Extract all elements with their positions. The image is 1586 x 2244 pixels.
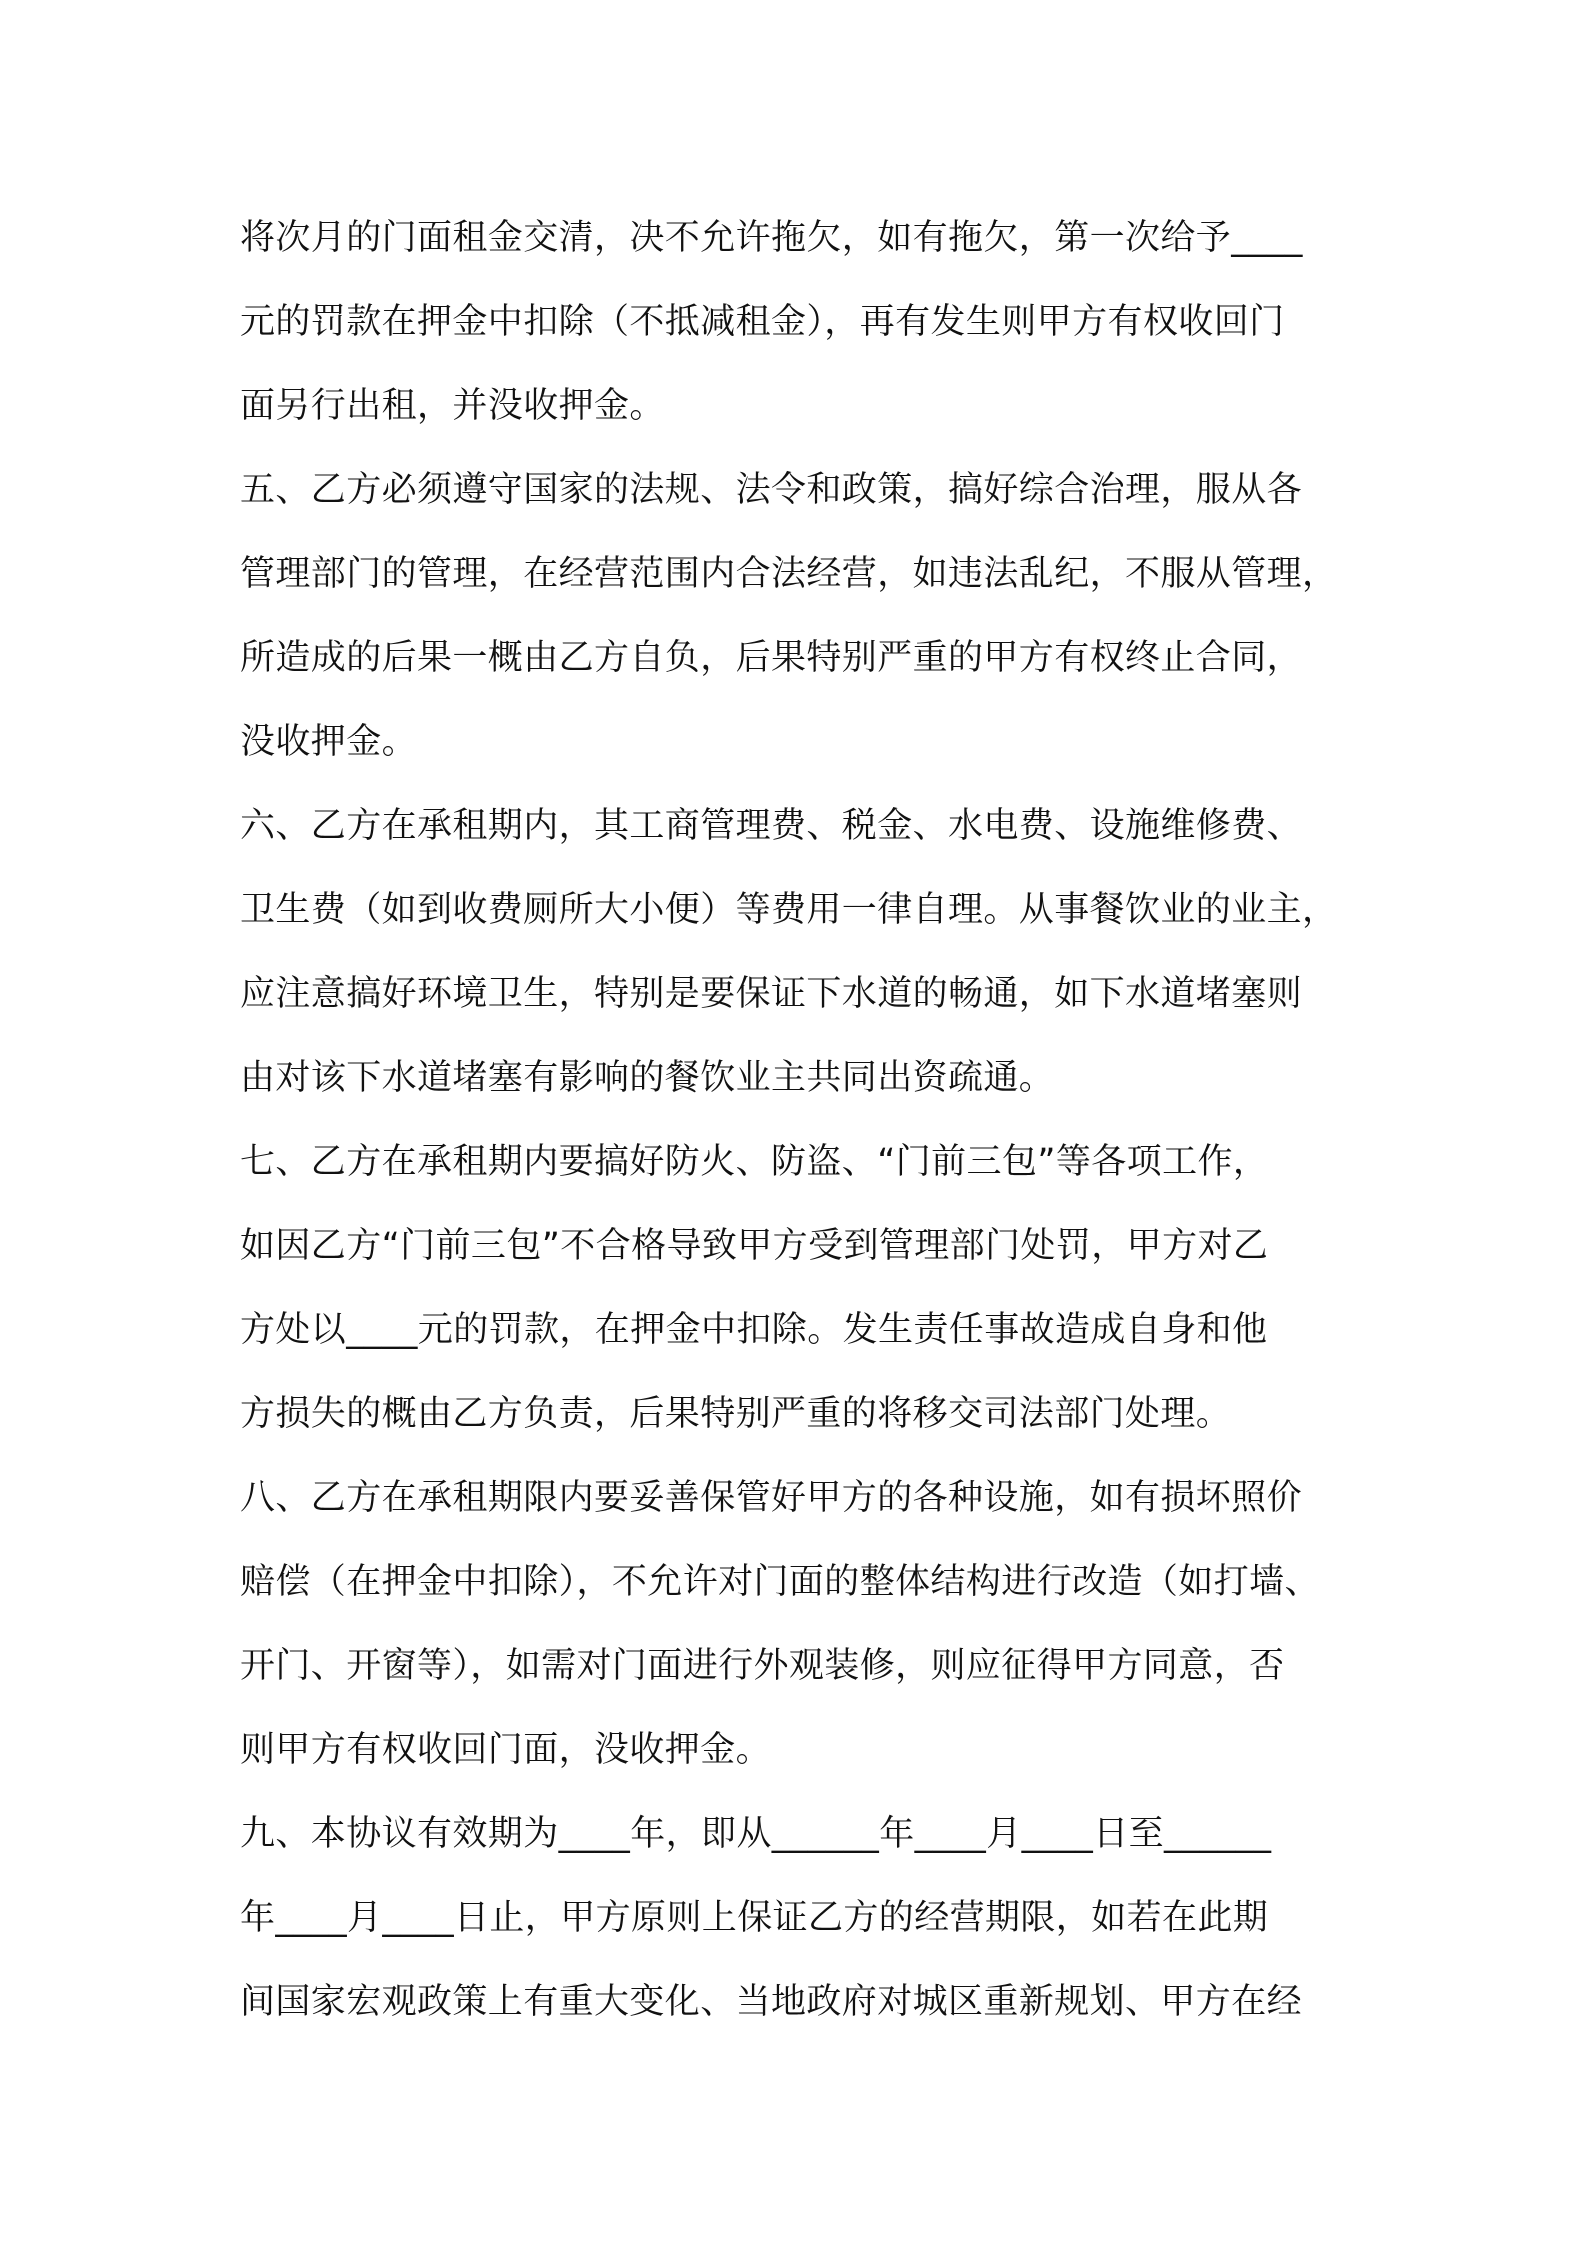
text-line: 年____月____日止，甲方原则上保证乙方的经营期限，如若在此期 <box>240 1898 1269 1938</box>
text-line: 赔偿（在押金中扣除），不允许对门面的整体结构进行改造（如打墙、 <box>240 1562 1320 1602</box>
clause-8-line: 八、乙方在承租期限内要妥善保管好甲方的各种设施，如有损坏照价 <box>240 1478 1303 1518</box>
text-line: 应注意搞好环境卫生，特别是要保证下水道的畅通，如下水道堵塞则 <box>240 974 1303 1014</box>
text-line: 方损失的概由乙方负责，后果特别严重的将移交司法部门处理。 <box>240 1394 1232 1434</box>
text-line: 面另行出租，并没收押金。 <box>240 386 665 426</box>
text-line: 将次月的门面租金交清，决不允许拖欠，如有拖欠，第一次给予____ <box>240 218 1303 258</box>
text-line: 元的罚款在押金中扣除（不抵减租金），再有发生则甲方有权收回门 <box>240 302 1285 342</box>
text-line: 卫生费（如到收费厕所大小便）等费用一律自理。从事餐饮业的业主， <box>240 890 1338 930</box>
document-body <box>240 196 1370 2044</box>
text-line: 所造成的后果一概由乙方自负，后果特别严重的甲方有权终止合同， <box>240 638 1303 678</box>
text-line: 间国家宏观政策上有重大变化、当地政府对城区重新规划、甲方在经 <box>240 1982 1303 2022</box>
text-line: 没收押金。 <box>240 722 418 762</box>
text-line: 如因乙方“门前三包”不合格导致甲方受到管理部门处罚，甲方对乙 <box>240 1226 1269 1266</box>
text-line: 则甲方有权收回门面，没收押金。 <box>240 1730 772 1770</box>
clause-5-line: 五、乙方必须遵守国家的法规、法令和政策，搞好综合治理，服从各 <box>240 470 1303 510</box>
clause-9-line: 九、本协议有效期为____年，即从______年____月____日至______ <box>240 1814 1272 1854</box>
clause-6-line: 六、乙方在承租期内，其工商管理费、税金、水电费、设施维修费、 <box>240 806 1303 846</box>
text-line: 由对该下水道堵塞有影响的餐饮业主共同出资疏通。 <box>240 1058 1055 1098</box>
text-line: 方处以____元的罚款，在押金中扣除。发生责任事故造成自身和他 <box>240 1310 1268 1350</box>
text-line: 开门、开窗等），如需对门面进行外观装修，则应征得甲方同意，否 <box>240 1646 1285 1686</box>
text-line: 管理部门的管理，在经营范围内合法经营，如违法乱纪，不服从管理， <box>240 554 1338 594</box>
clause-7-line: 七、乙方在承租期内要搞好防火、防盗、“门前三包”等各项工作， <box>240 1142 1269 1182</box>
